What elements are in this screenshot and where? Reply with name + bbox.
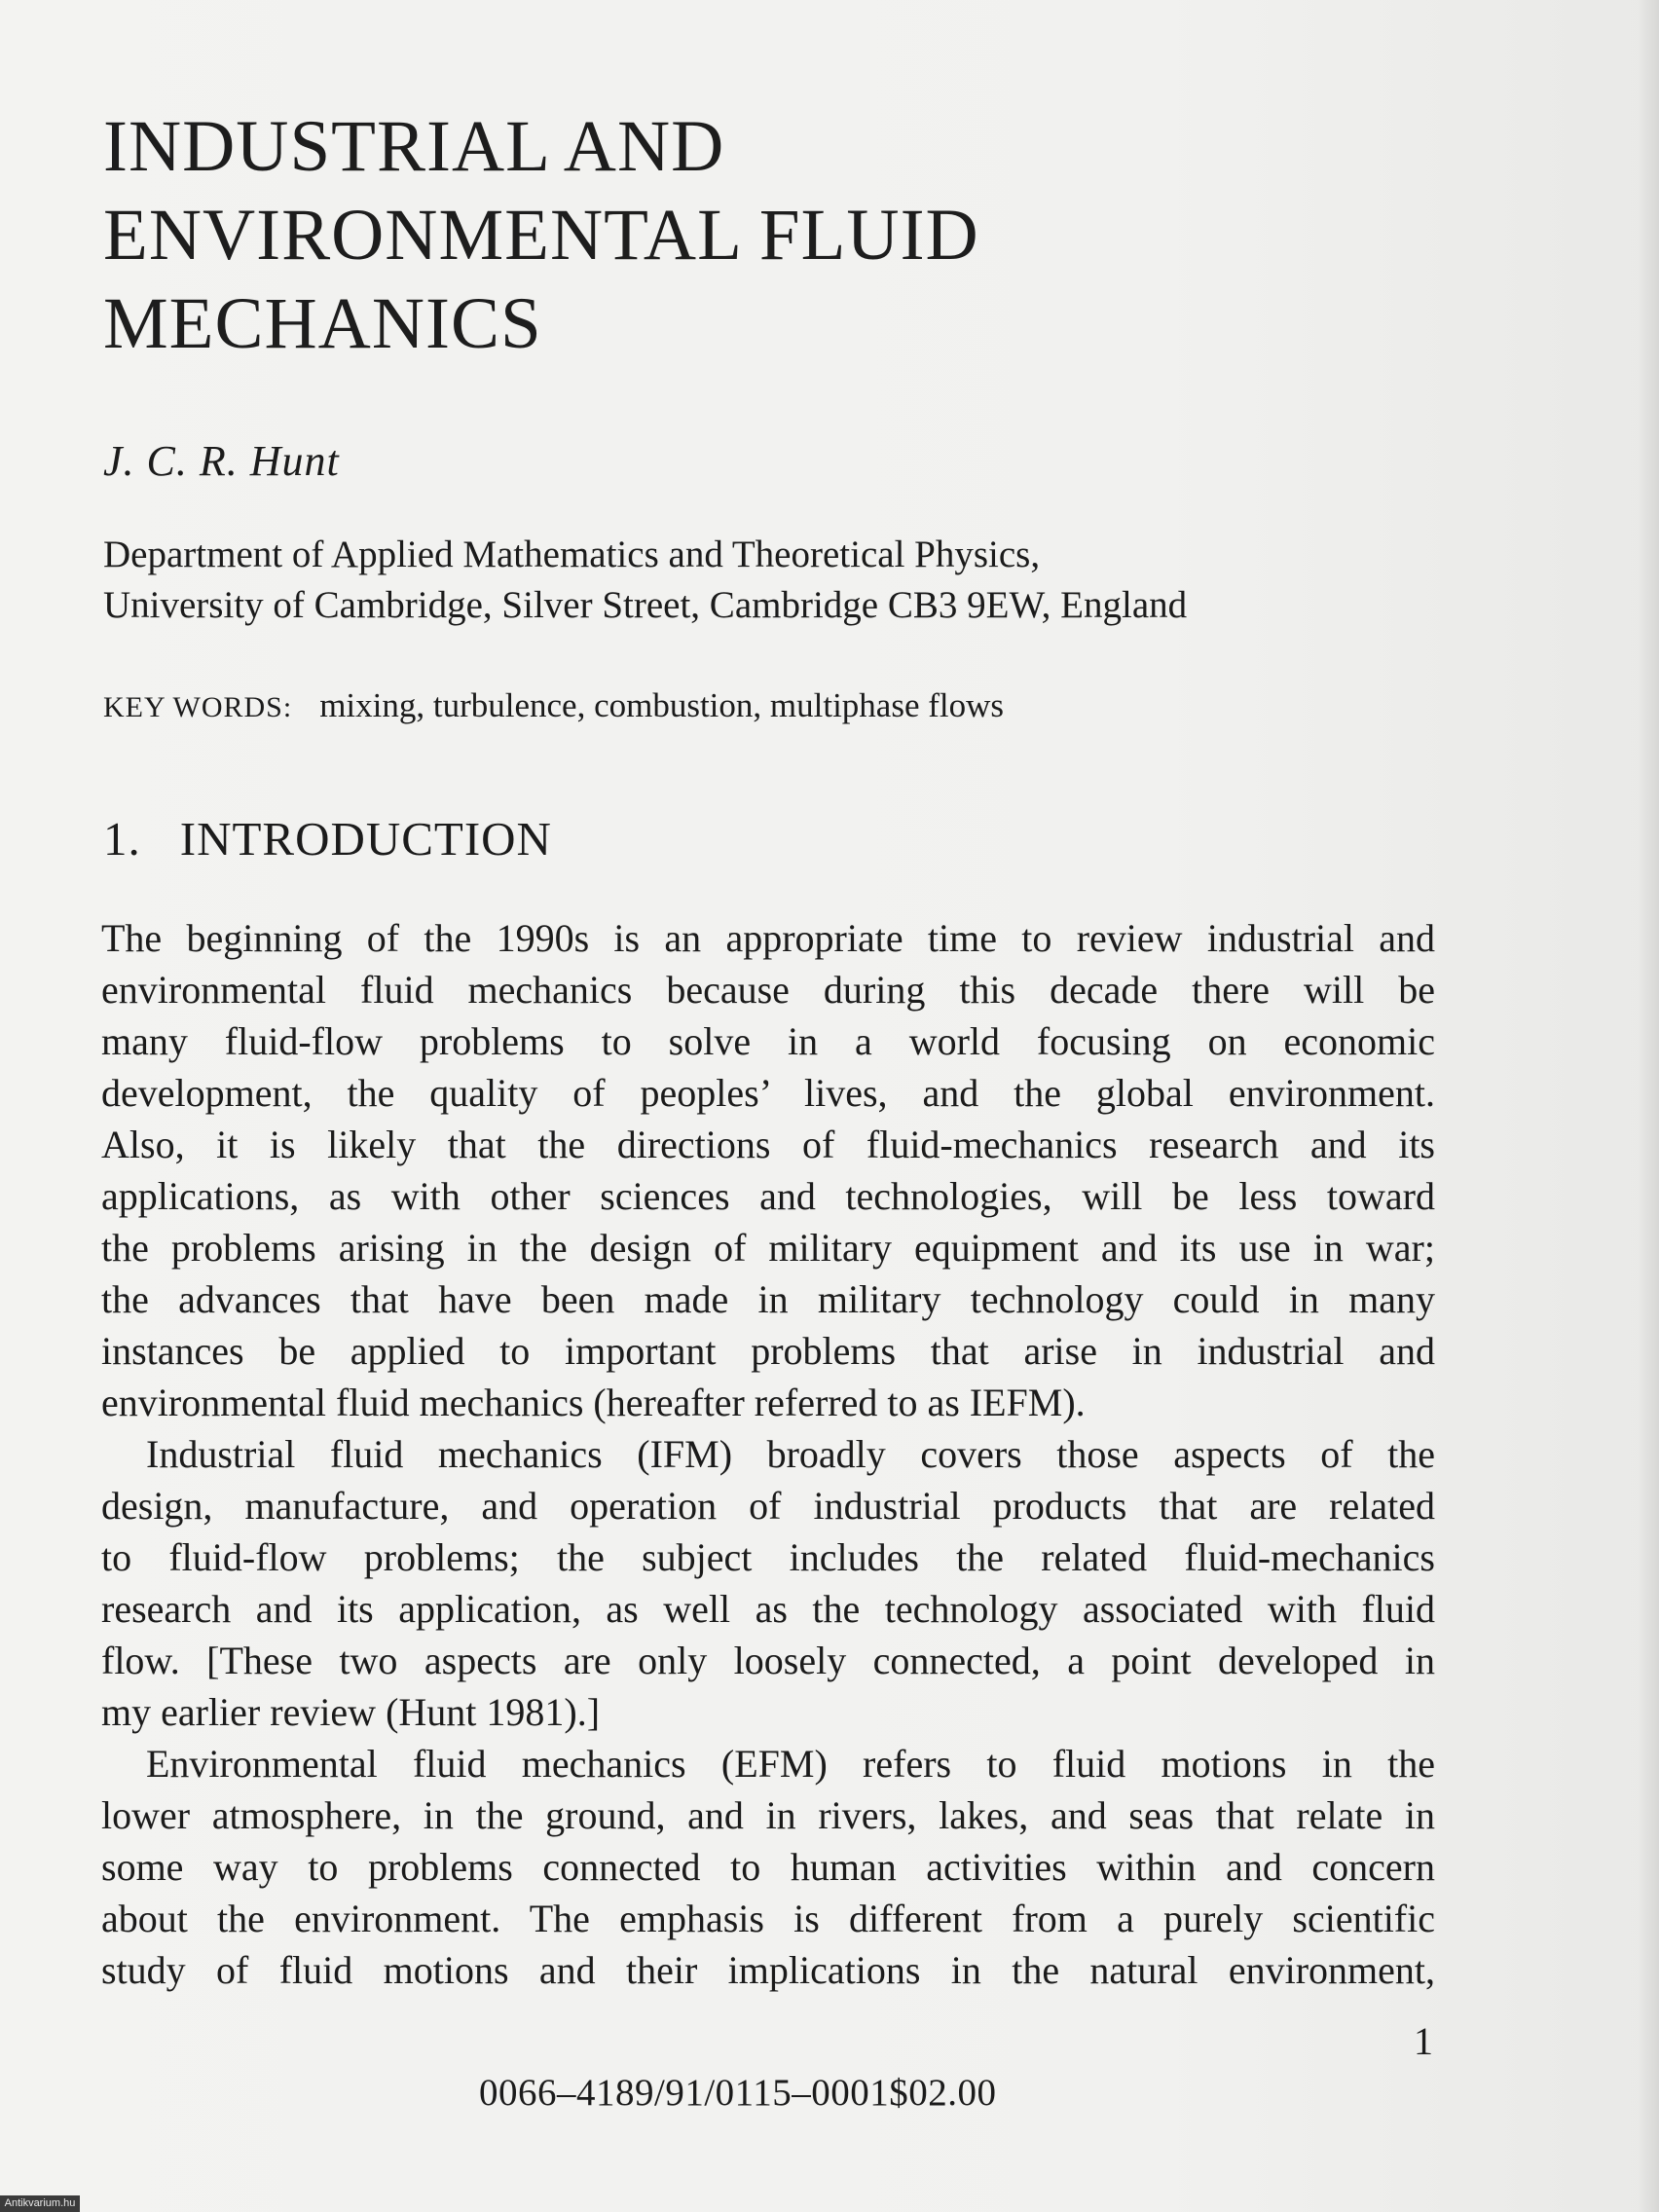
text-line: development, the quality of peoples’ lives, and the global environment. — [101, 1071, 1435, 1115]
article-title — [103, 102, 1272, 368]
text-line: environmental fluid mechanics (hereafter referred to as IEFM). — [101, 1381, 1086, 1424]
paragraph — [101, 1738, 1435, 1996]
text-line: the problems arising in the design of military equipment and its use in war; — [101, 1226, 1435, 1270]
affiliation-line: Department of Applied Mathematics and Theoretical Physics, — [103, 534, 1041, 575]
text-line: applications, as with other sciences and technologies, will be less toward — [101, 1174, 1435, 1218]
text-line: environmental fluid mechanics because during this decade there will be — [101, 968, 1435, 1012]
text-line: research and its application, as well as the technology associated with fluid — [101, 1587, 1435, 1631]
text-line: The beginning of the 1990s is an appropriate time to review industrial and — [101, 916, 1435, 960]
text-line: instances be applied to important problems that arise in industrial and — [101, 1329, 1435, 1373]
text-line: Also, it is likely that the directions of fluid-mechanics research and its — [101, 1123, 1435, 1166]
text-line: lower atmosphere, in the ground, and in rivers, lakes, and seas that relate in — [101, 1793, 1435, 1837]
text-line: Industrial fluid mechanics (IFM) broadly covers those aspects of the — [146, 1432, 1435, 1476]
text-line: my earlier review (Hunt 1981).] — [101, 1690, 601, 1734]
text-line: many fluid-flow problems to solve in a world focusing on economic — [101, 1019, 1435, 1063]
text-line: design, manufacture, and operation of industrial products that are related — [101, 1484, 1435, 1528]
author-name: J. C. R. Hunt — [103, 437, 340, 485]
text-line: about the environment. The emphasis is different from a purely scientific — [101, 1897, 1435, 1940]
paragraph — [101, 912, 1435, 1428]
text-line: some way to problems connected to human activities within and concern — [101, 1845, 1435, 1889]
affiliation-line: University of Cambridge, Silver Street, Cambridge CB3 9EW, England — [103, 584, 1188, 626]
text-line: study of fluid motions and their implications in the natural environment, — [101, 1948, 1435, 1992]
title-line: INDUSTRIAL AND — [103, 106, 725, 187]
page-number: 1 — [1414, 2019, 1433, 2063]
text-line: flow. [These two aspects are only loosely connected, a point developed in — [101, 1639, 1435, 1682]
text-line: the advances that have been made in military technology could in many — [101, 1277, 1435, 1321]
section-number: 1. — [103, 812, 141, 866]
section-heading — [103, 811, 552, 866]
text-line: Environmental fluid mechanics (EFM) refers to fluid motions in the — [146, 1742, 1435, 1786]
page-edge-shadow — [1638, 0, 1659, 2212]
keywords-value: mixing, turbulence, combustion, multiphase flows — [319, 686, 1005, 724]
text-line: to fluid-flow problems; the subject includes the related fluid-mechanics — [101, 1535, 1435, 1579]
paragraph — [101, 1428, 1435, 1738]
keywords-label: KEY WORDS: — [103, 691, 293, 723]
affiliation — [103, 530, 1187, 631]
title-line: MECHANICS — [103, 283, 542, 364]
keywords — [103, 686, 1004, 725]
watermark: Antikvarium.hu — [0, 2195, 80, 2212]
section-title: INTRODUCTION — [179, 812, 552, 866]
footer-code: 0066–4189/91/0115–0001$02.00 — [479, 2072, 997, 2114]
body-text — [101, 912, 1435, 1996]
title-line: ENVIRONMENTAL FLUID — [103, 195, 979, 276]
